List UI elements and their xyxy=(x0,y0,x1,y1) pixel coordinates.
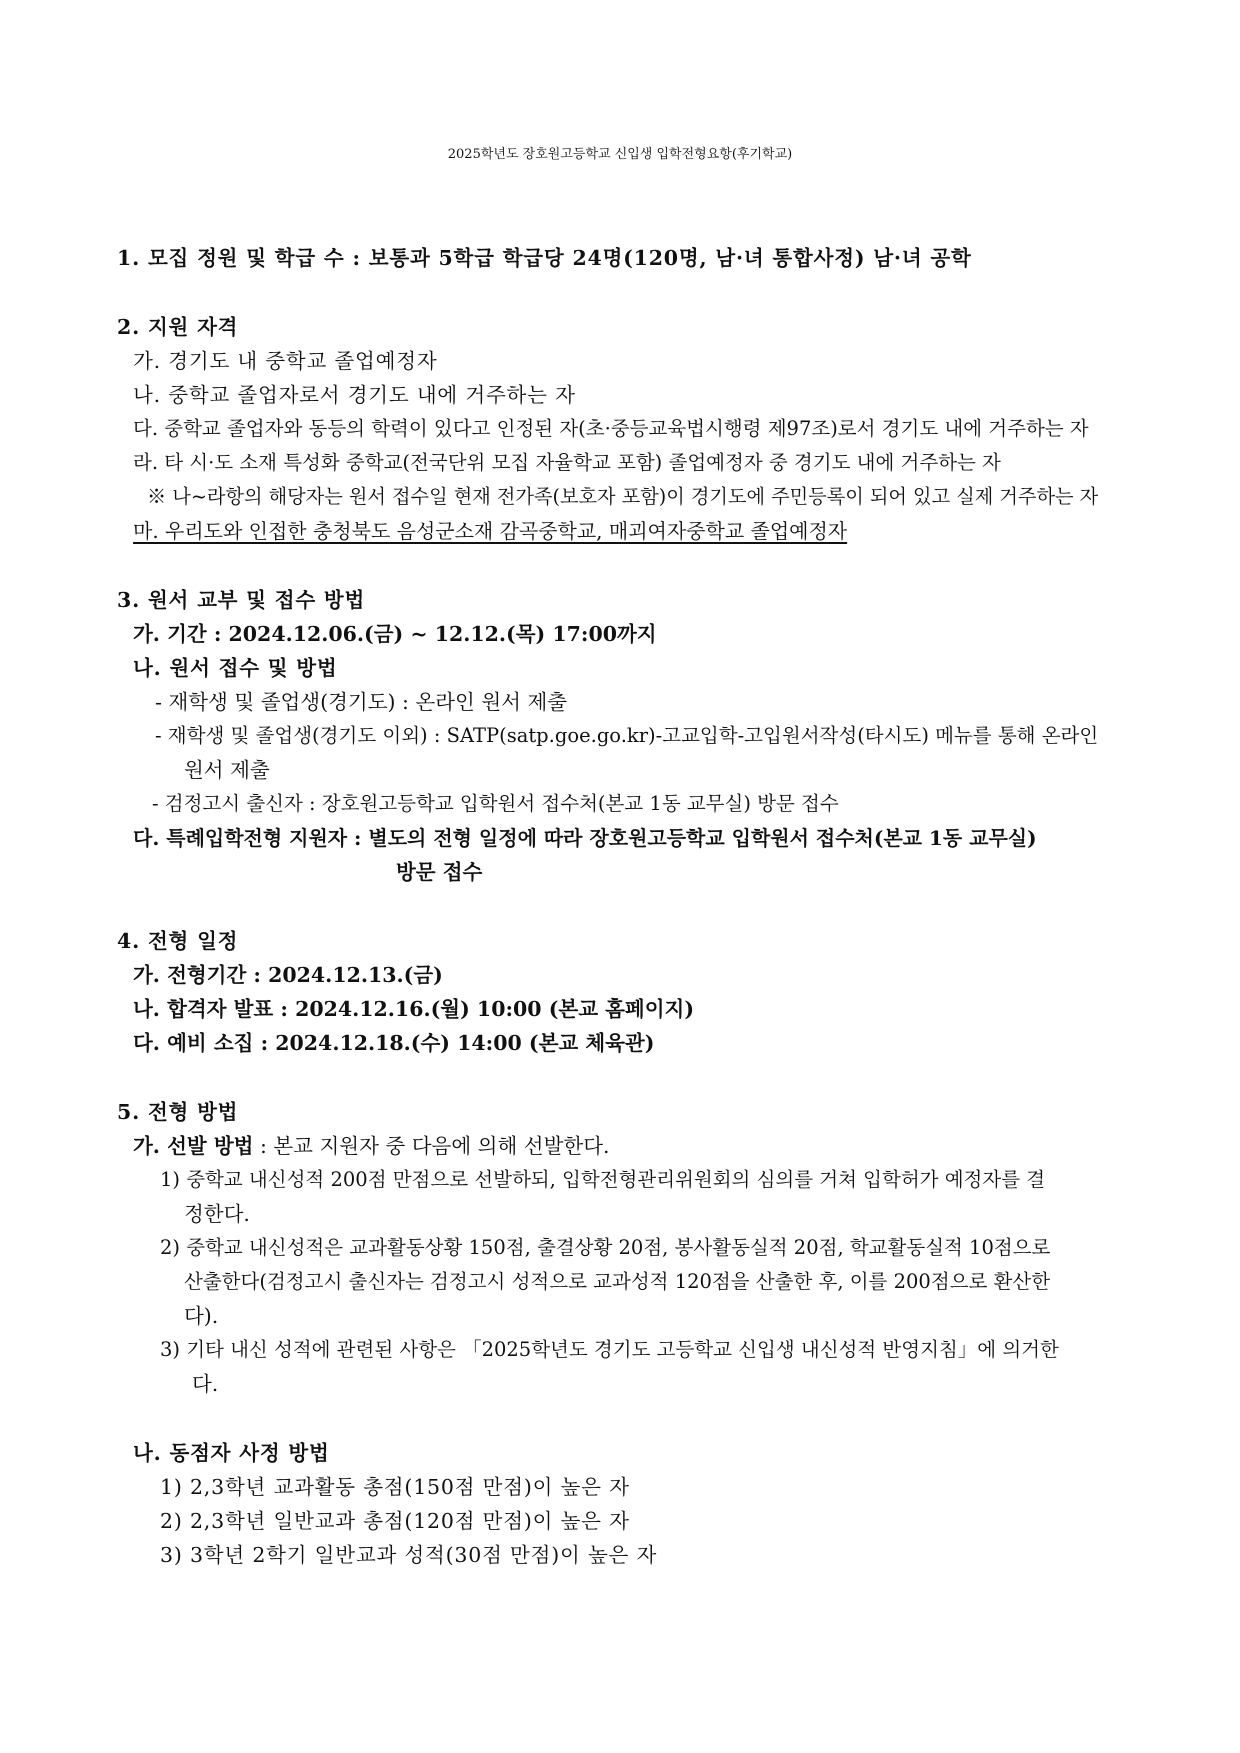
selection-method-label: 가. 선발 방법 xyxy=(133,1134,254,1158)
selection-item-1-cont: 정한다. xyxy=(184,1202,250,1226)
special-admission: 다. 특례입학전형 지원자 : 별도의 전형 일정에 따라 장호원고등학교 입학원서 접수처(본교 1동 교무실) xyxy=(133,826,1037,850)
selection-item-2-cont2: 다). xyxy=(184,1304,219,1328)
selection-item-2: 2) 중학교 내신성적은 교과활동상황 150점, 출결상황 20점, 봉사활동실적 20점, 학교활동실적 10점으로 xyxy=(160,1236,1051,1259)
section-3-heading: 3. 원서 교부 및 접수 방법 xyxy=(117,588,366,612)
selection-item-3: 3) 기타 내신 성적에 관련된 사항은 「2025학년도 경기도 고등학교 신입생 내신성적 반영지침」에 의거한 xyxy=(160,1338,1059,1361)
schedule-period: 가. 전형기간 : 2024.12.13.(금) xyxy=(133,963,443,987)
tiebreak-item-3: 3) 3학년 2학기 일반교과 성적(30점 만점)이 높은 자 xyxy=(160,1543,658,1567)
eligibility-da: 다. 중학교 졸업자와 동등의 학력이 있다고 인정된 자(초·중등교육법시행령 제97조)로서 경기도 내에 거주하는 자 xyxy=(133,417,1089,440)
section-1-quota: 1. 모집 정원 및 학급 수 : 보통과 5학급 학급당 24명(120명, 남·녀 통합사정) 남·녀 공학 xyxy=(117,246,972,270)
tiebreak-item-2: 2) 2,3학년 일반교과 총점(120점 만점)이 높은 자 xyxy=(160,1509,630,1533)
section-2-heading: 2. 지원 자격 xyxy=(117,315,239,339)
schedule-orientation: 다. 예비 소집 : 2024.12.18.(수) 14:00 (본교 체육관) xyxy=(133,1031,655,1055)
selection-item-2-cont: 산출한다(검정고시 출신자는 검정고시 성적으로 교과성적 120점을 산출한 후, 이를 200점으로 환산한 xyxy=(184,1270,1051,1293)
selection-item-1: 1) 중학교 내신성적 200점 만점으로 선발하되, 입학전형관리위원회의 심의를 거쳐 입학허가 예정자를 결 xyxy=(160,1168,1046,1191)
section-5-heading: 5. 전형 방법 xyxy=(117,1100,239,1124)
eligibility-ma: 마. 우리도와 인접한 충청북도 음성군소재 감곡중학교, 매괴여자중학교 졸업예정자 xyxy=(133,519,848,543)
eligibility-ra: 라. 타 시·도 소재 특성화 중학교(전국단위 모집 자율학교 포함) 졸업예정자 중 경기도 내에 거주하는 자 xyxy=(133,451,1001,474)
schedule-announcement: 나. 합격자 발표 : 2024.12.16.(월) 10:00 (본교 홈페이지) xyxy=(133,997,695,1021)
eligibility-na: 나. 중학교 졸업자로서 경기도 내에 거주하는 자 xyxy=(133,383,576,407)
eligibility-note: ※ 나~라항의 해당자는 원서 접수일 현재 전가족(보호자 포함)이 경기도에 주민등록이 되어 있고 실제 거주하는 자 xyxy=(147,485,1099,508)
method-item-3: - 검정고시 출신자 : 장호원고등학교 입학원서 접수처(본교 1동 교무실) 방문 접수 xyxy=(152,792,839,815)
application-method-heading: 나. 원서 접수 및 방법 xyxy=(133,656,338,680)
eligibility-ga: 가. 경기도 내 중학교 졸업예정자 xyxy=(133,349,438,373)
tiebreak-heading: 나. 동점자 사정 방법 xyxy=(133,1441,330,1465)
selection-method-text: : 본교 지원자 중 다음에 의해 선발한다. xyxy=(253,1134,610,1158)
method-item-2-cont: 원서 제출 xyxy=(184,758,270,782)
section-4-heading: 4. 전형 일정 xyxy=(117,929,239,953)
selection-item-3-cont: 다. xyxy=(192,1372,219,1396)
application-period: 가. 기간 : 2024.12.06.(금) ~ 12.12.(목) 17:00까지 xyxy=(133,622,657,646)
tiebreak-item-1: 1) 2,3학년 교과활동 총점(150점 만점)이 높은 자 xyxy=(160,1475,630,1499)
special-admission-cont: 방문 접수 xyxy=(396,860,483,884)
selection-method xyxy=(133,1133,610,1159)
document-title: 2025학년도 장호원고등학교 신입생 입학전형요항(후기학교) xyxy=(447,147,793,162)
method-item-1: - 재학생 및 졸업생(경기도) : 온라인 원서 제출 xyxy=(155,690,568,714)
method-item-2: - 재학생 및 졸업생(경기도 이외) : SATP(satp.goe.go.kr)-고교입학-고입원서작성(타시도) 메뉴를 통해 온라인 xyxy=(155,724,1099,747)
